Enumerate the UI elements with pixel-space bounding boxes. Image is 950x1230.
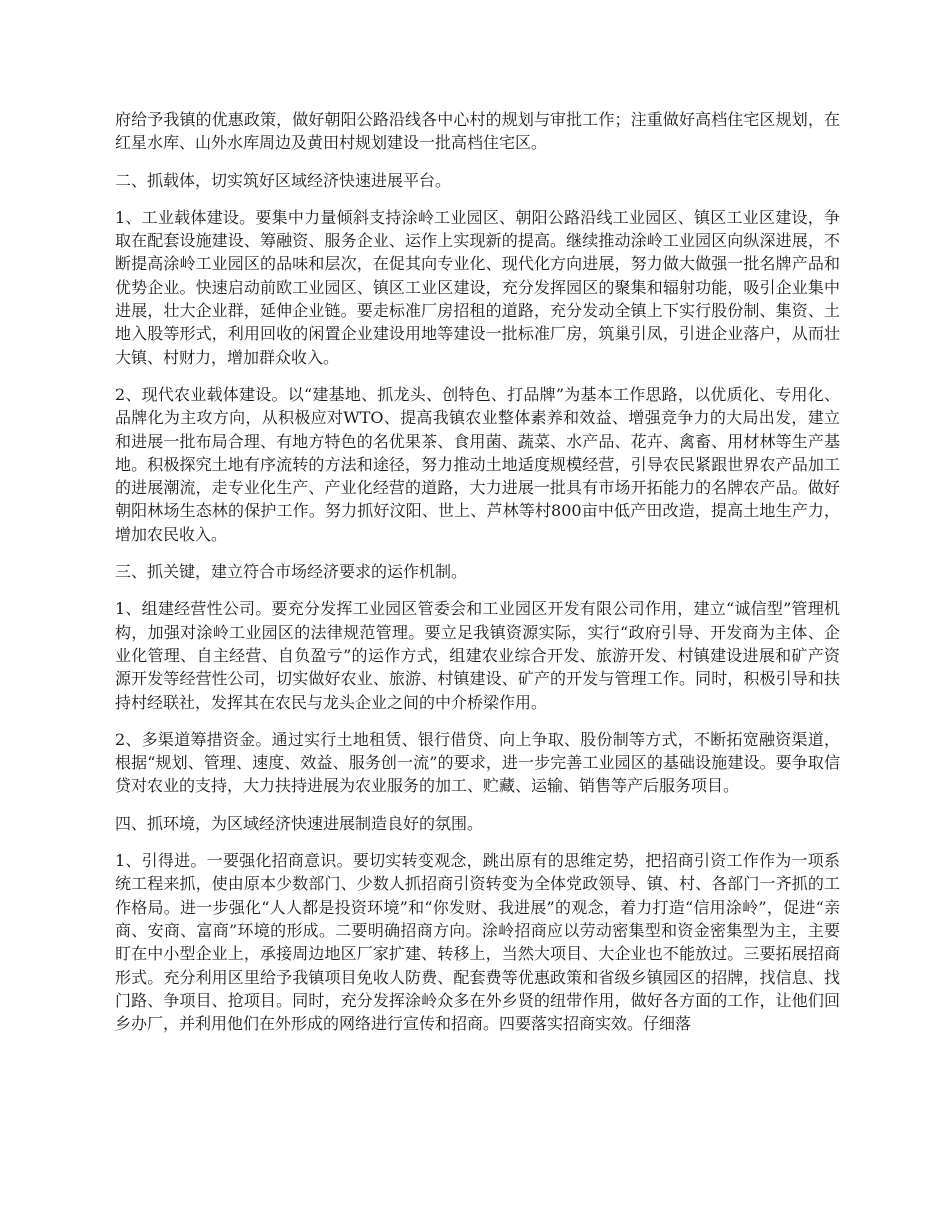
heading-section-3: 三、抓关键，建立符合市场经济要求的运作机制。 [115, 562, 468, 582]
paragraph-operating-company: 1、组建经营性公司。要充分发挥工业园区管委会和工业园区开发有限公司作用，建立“诚信型”管理机构，加强对涂岭工业园区的法律规范管理。要立足我镇资源实际，实行“政府引导、开发商为主体、企业化管理、自主经营、自负盈亏”的运作方式，组建农业综合开发、旅游开发、村镇建设进展和矿产资源开发等经营性公司，切实做好农业、旅游、村镇建设、矿产的开发与管理工作。同时，积极引导和扶持村经联社，发挥其在农民与龙头企业之间的中介桥梁作用。 [115, 599, 840, 712]
paragraph-industrial-carrier: 1、工业载体建设。要集中力量倾斜支持涂岭工业园区、朝阳公路沿线工业园区、镇区工业区建设，争取在配套设施建设、筹融资、服务企业、运作上实现新的提高。继续推动涂岭工业园区向纵深进展，不断提高涂岭工业园区的品味和层次，在促其向专业化、现代化方向进展，努力做大做强一批名牌产品和优势企业。快速启动前欧工业园区、镇区工业区建设，充分发挥园区的聚集和辐射功能，吸引企业集中进展，壮大企业群，延伸企业链。要走标准厂房招租的道路，充分发动全镇上下实行股份制、集资、土地入股等形式，利用回收的闲置企业建设用地等建设一批标准厂房，筑巢引凤，引进企业落户，从而壮大镇、村财力，增加群众收入。 [115, 207, 840, 367]
paragraph-intro-housing: 府给予我镇的优惠政策，做好朝阳公路沿线各中心村的规划与审批工作；注重做好高档住宅区规划，在红星水库、山外水库周边及黄田村规划建设一批高档住宅区。 [115, 110, 840, 153]
heading-section-4: 四、抓环境，为区域经济快速进展制造良好的氛围。 [115, 813, 484, 833]
paragraph-agricultural-carrier: 2、现代农业载体建设。以“建基地、抓龙头、创特色、打品牌”为基本工作思路，以优质化、专用化、品牌化为主攻方向，从积极应对WTO、提高我镇农业整体素养和效益、增强竞争力的大局出发，建立和进展一批布局合理、有地方特色的名优果茶、食用菌、蔬菜、水产品、花卉、禽畜、用材林等生产基地。积极探究土地有序流转的方法和途径，努力推动土地适度规模经营，引导农民紧跟世界农产品加工的进展潮流，走专业化生产、产业化经营的道路，大力进展一批具有市场开拓能力的名牌农产品。做好朝阳林场生态林的保护工作。努力抓好汶阳、世上、芦林等村800亩中低产田改造，提高土地生产力，增加农民收入。 [115, 384, 840, 544]
heading-section-2: 二、抓载体，切实筑好区域经济快速进展平台。 [115, 170, 452, 190]
document-body [115, 108, 840, 1049]
paragraph-fundraising: 2、多渠道筹措资金。通过实行土地租赁、银行借贷、向上争取、股份制等方式，不断拓宽融资渠道，根据“规划、管理、速度、效益、服务创一流”的要求，进一步完善工业园区的基础设施建设。要争取信贷对农业的支持，大力扶持进展为农业服务的加工、贮藏、运输、销售等产后服务项目。 [115, 729, 840, 796]
paragraph-investment-attraction: 1、引得进。一要强化招商意识。要切实转变观念，跳出原有的思维定势，把招商引资工作作为一项系统工程来抓，使由原本少数部门、少数人抓招商引资转变为全体党政领导、镇、村、各部门一齐抓的工作格局。进一步强化“人人都是投资环境”和“你发财、我进展”的观念，着力打造“信用涂岭”，促进“亲商、安商、富商”环境的形成。二要明确招商方向。涂岭招商应以劳动密集型和资金密集型为主，主要盯在中小型企业上，承接周边地区厂家扩建、转移上，当然大项目、大企业也不能放过。三要拓展招商形式。充分利用区里给予我镇项目免收人防费、配套费等优惠政策和省级乡镇园区的招牌，找信息、找门路、争项目、抢项目。同时，充分发挥涂岭众多在外乡贤的纽带作用，做好各方面的工作，让他们回乡办厂，并利用他们在外形成的网络进行宣传和招商。四要落实招商实效。仔细落 [115, 851, 840, 1034]
